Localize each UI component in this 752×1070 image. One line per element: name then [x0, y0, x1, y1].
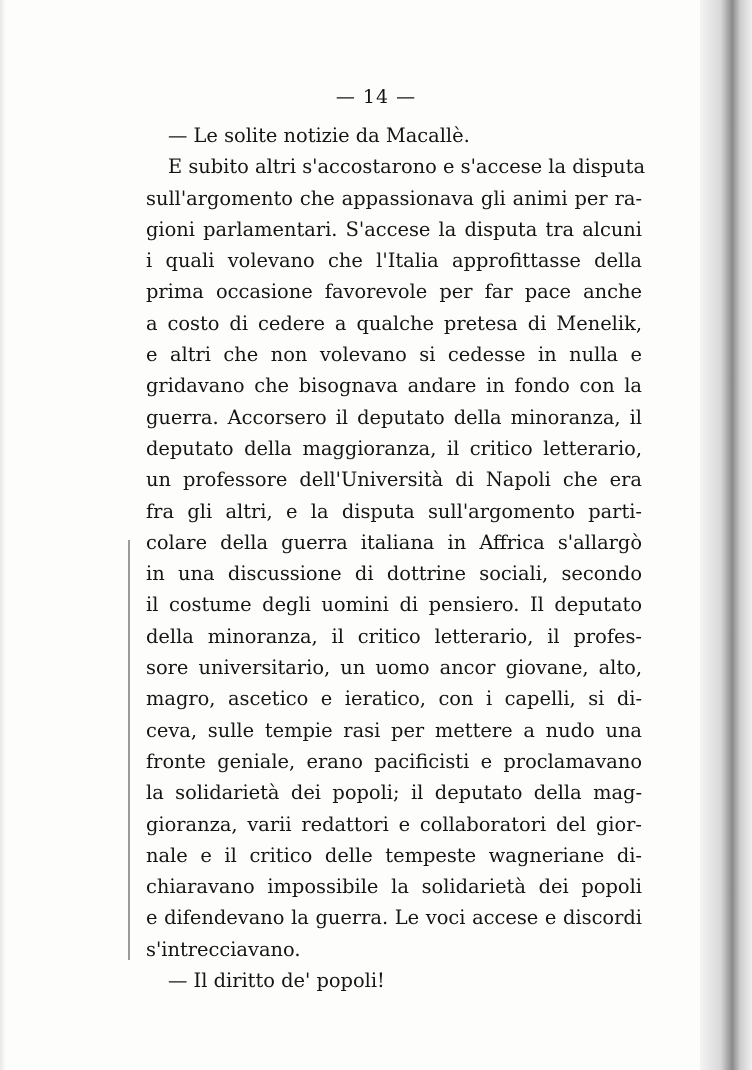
page-number: — 14 —: [335, 86, 417, 108]
margin-pencil-mark: [128, 540, 130, 960]
text-line: in una discussione di dottrine sociali, secondo: [146, 562, 642, 586]
text-line: sull'argomento che appassionava gli animi per ra-: [146, 186, 642, 210]
text-line: E subito altri s'accostarono e s'accese la disputa: [168, 155, 646, 179]
text-line: chiaravano impossibile la solidarietà dei popoli: [146, 875, 642, 899]
text-line: della minoranza, il critico letterario, il profes-: [146, 624, 642, 648]
text-line: la solidarietà dei popoli; il deputato della mag-: [146, 781, 642, 805]
text-line: a costo di cedere a qualche pretesa di Menelik,: [146, 311, 642, 335]
text-line: deputato della maggioranza, il critico letterario,: [146, 436, 642, 460]
page-binding-edge: [700, 0, 752, 1070]
text-line: un professore dell'Università di Napoli che era: [146, 468, 642, 492]
text-line: fronte geniale, erano pacificisti e proclamavano: [146, 749, 642, 773]
text-line: magro, ascetico e ieratico, con i capelli, si di-: [146, 687, 642, 711]
text-line: guerra. Accorsero il deputato della minoranza, il: [146, 405, 642, 429]
text-line: ceva, sulle tempie rasi per mettere a nudo una: [146, 718, 642, 742]
body-text: [146, 120, 646, 996]
text-line: s'intrecciavano.: [146, 937, 301, 961]
text-line: prima occasione favorevole per far pace anche: [146, 280, 642, 304]
text-line: gioni parlamentari. S'accese la disputa tra alcuni: [146, 217, 642, 241]
text-line: il costume degli uomini di pensiero. Il deputato: [146, 593, 642, 617]
text-line: nale e il critico delle tempeste wagneriane di-: [146, 843, 642, 867]
text-line: e difendevano la guerra. Le voci accese e discordi: [146, 906, 642, 930]
text-line: — Il diritto de' popoli!: [168, 969, 385, 993]
text-line: i quali volevano che l'Italia approfittasse della: [146, 249, 642, 273]
text-line: — Le solite notizie da Macallè.: [168, 124, 470, 147]
text-line: sore universitario, un uomo ancor giovane, alto,: [146, 656, 642, 680]
text-line: fra gli altri, e la disputa sull'argomento parti-: [146, 499, 642, 523]
text-line: gioranza, varii redattori e collaboratori del gior-: [146, 812, 642, 836]
text-line: e altri che non volevano si cedesse in nulla e: [146, 343, 642, 367]
page-left-edge: [0, 0, 6, 1070]
text-line: gridavano che bisognava andare in fondo con la: [146, 374, 642, 398]
text-line: colare della guerra italiana in Affrica s'allargò: [146, 530, 642, 554]
